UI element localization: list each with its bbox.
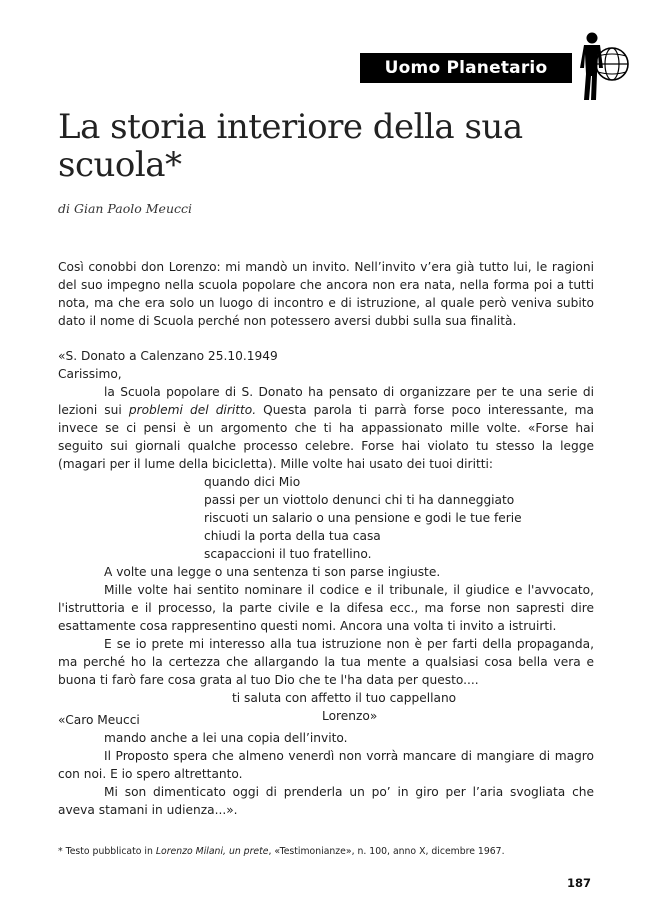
letter-1-salutation: Carissimo,	[58, 367, 122, 381]
list-item: quando dici Mio	[204, 475, 301, 489]
letter-2	[58, 711, 594, 819]
letter-1-signature: Lorenzo»	[322, 709, 378, 723]
letter-1-paragraph-4: E se io prete mi interesso alla tua istruzione non è per farti della propaganda, ma perché ho la certezza che allargando la tua mente a qualsiasi cosa bella vera e buona ti farò fare cosa grata al tuo Dio che te l'ha data per questo....	[58, 637, 594, 687]
letter-2-paragraph-2: Mi son dimenticato oggi di prenderla un po’ in giro per l’aria svogliata che aveva stamani in udienza...».	[58, 785, 594, 817]
letter-1-paragraph-1	[58, 383, 594, 473]
footnote-start: * Testo pubblicato in	[58, 846, 156, 857]
letter-2-salutation: «Caro Meucci	[58, 713, 140, 727]
letter-1-rights-list	[58, 473, 594, 563]
letter-1-paragraph-3: Mille volte hai sentito nominare il codice e il tribunale, il giudice e l'avvocato, l'istruttoria e il processo, la parte civile e la difesa ecc., ma forse non sapresti dire esattamente cosa rappresentino questi nomi. Ancora una volta ti invito a istruirti.	[58, 583, 594, 633]
letter-2-line-1: mando anche a lei una copia dell’invito.	[104, 731, 348, 745]
article-title: La storia interiore della sua scuola*	[58, 107, 523, 185]
list-item: riscuoti un salario o una pensione e godi le tue ferie	[204, 511, 522, 525]
letter-1-paragraph-1-start: la Scuola popolare di S. Donato ha pensato di organizzare per te una serie di lezioni sui	[58, 385, 594, 417]
list-item: passi per un viottolo denunci chi ti ha danneggiato	[204, 493, 515, 507]
footnote	[58, 846, 618, 857]
page-header	[360, 30, 630, 102]
letter-1-paragraph-2: A volte una legge o una sentenza ti son parse ingiuste.	[104, 565, 441, 579]
letter-1-emphasis: problemi del diritto.	[128, 403, 257, 417]
letter-1	[58, 347, 594, 725]
list-item: scapaccioni il tuo fratellino.	[204, 547, 372, 561]
page-number: 187	[567, 876, 592, 890]
man-with-globe-icon	[574, 30, 630, 102]
byline: di Gian Paolo Meucci	[58, 201, 193, 216]
intro-paragraph	[58, 258, 594, 330]
letter-2-paragraph-1: Il Proposto spera che almeno venerdì non vorrà mancare di mangiare di magro con noi. E io spero altrettanto.	[58, 749, 594, 781]
footnote-book-title: Lorenzo Milani, un prete	[155, 846, 269, 857]
intro-text: Così conobbi don Lorenzo: mi mandò un invito. Nell’invito v’era già tutto lui, le ragioni del suo impegno nella scuola popolare che ancora non era nata, nella forma poi a tutti nota, ma che era solo un luogo di incontro e di istruzione, al quale però veniva subito dato il nome di Scuola perché non potessero aversi dubbi sulla sua finalità.	[58, 260, 594, 328]
list-item: chiudi la porta della tua casa	[204, 529, 381, 543]
letter-1-date-line: «S. Donato a Calenzano 25.10.1949	[58, 349, 278, 363]
footnote-end: , «Testimonianze», n. 100, anno X, dicembre 1967.	[268, 846, 505, 857]
section-label: Uomo Planetario	[360, 53, 572, 83]
letter-1-paragraph-1-end: Questa parola ti parrà forse poco interessante, ma invece se ci pensi è un argomento che ti ha appassionato mille volte. «Forse hai seguito sui giornali qualche processo celebre. Forse hai violato tu stesso la legge (magari per il lume della bicicletta). Mille volte hai usato dei tuoi diritti:	[58, 403, 594, 471]
letter-1-closing: ti saluta con affetto il tuo cappellano	[232, 691, 457, 705]
